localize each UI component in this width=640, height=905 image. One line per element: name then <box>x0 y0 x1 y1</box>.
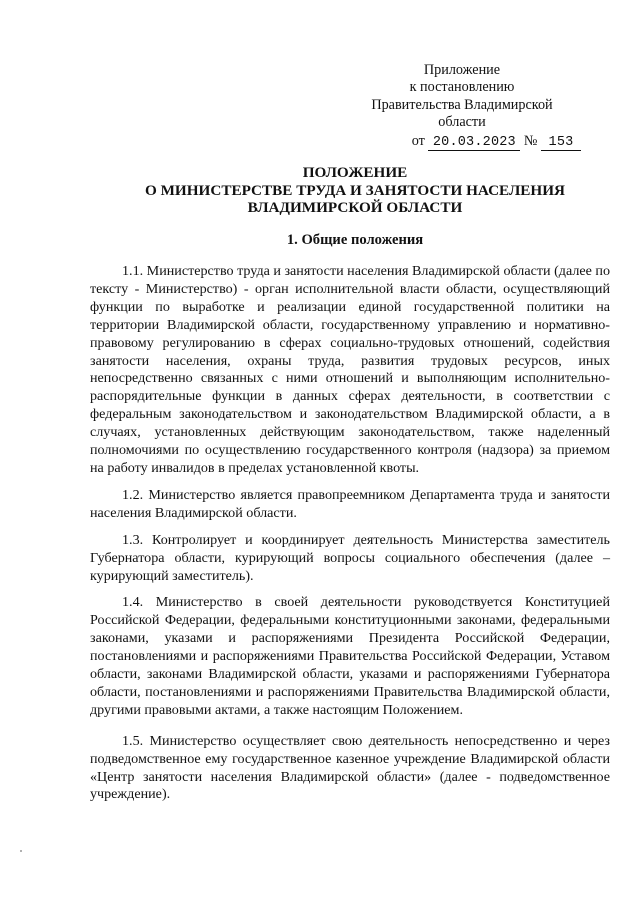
title-line-2: О МИНИСТЕРСТВЕ ТРУДА И ЗАНЯТОСТИ НАСЕЛЕНИЯ <box>144 181 566 199</box>
approval-date: 20.03.2023 <box>428 136 520 151</box>
paragraph-1-3: 1.3. Контролирует и координирует деятельность Министерства заместитель Губернатора области, курирующий вопросы социального обеспечения (далее – курирующий заместитель). <box>90 531 610 584</box>
paragraph-1-5: 1.5. Министерство осуществляет свою деятельность непосредственно и через подведомственное ему государственное казенное учреждение Владимирской области «Центр занятости населения Владимирской области» (далее - подведомственное учреждение). <box>90 732 610 803</box>
date-prefix: от <box>411 132 425 149</box>
paragraph-1-2: 1.2. Министерство является правопреемником Департамента труда и занятости населения Владимирской области. <box>90 486 610 521</box>
section-heading: 1. Общие положения <box>286 232 424 248</box>
title-line-1: ПОЛОЖЕНИЕ <box>302 164 408 181</box>
approval-line-resolution: к постановлению <box>409 79 515 96</box>
title-line-3: ВЛАДИМИРСКОЙ ОБЛАСТИ <box>247 199 463 217</box>
approval-line-government: Правительства Владимирской <box>371 96 553 113</box>
approval-block <box>337 62 587 151</box>
document-title <box>95 164 615 217</box>
scan-artifact <box>20 850 22 852</box>
approval-line-region: области <box>438 114 486 131</box>
approval-date-line <box>337 133 587 151</box>
document-body <box>90 263 610 813</box>
approval-number: 153 <box>541 136 581 151</box>
number-prefix: № <box>523 132 538 149</box>
paragraph-1-1: 1.1. Министерство труда и занятости населения Владимирской области (далее по тексту - Министерство) - орган исполнительной власти области, осуществляющий функции по выработке и реализации единой государственной политики на территории Владимирской области, государственному управлению и нормативно-правовому регулированию в сферах социально-трудовых отношений, содействия занятости населения, охраны труда, развития трудовых ресурсов, иных непосредственно связанных с ними отношений и выполняющим исполнительно-распорядительные функции в данных сферах деятельности, в соответствии с федеральным законодательством и законодательством Владимирской области, а в случаях, установленных действующим законодательством, также наделенный полномочиями по осуществлению государственного контроля (надзора) за приемом на работу инвалидов в пределах установленной квоты. <box>90 263 610 476</box>
approval-line-appendix: Приложение <box>423 62 501 78</box>
paragraph-1-4: 1.4. Министерство в своей деятельности руководствуется Конституцией Российской Федерации, федеральными конституционными законами, федеральными законами, указами и распоряжениями Президента Российской Федерации, постановлениями и распоряжениями Правительства Российской Федерации, Уставом области, законами Владимирской области, указами и распоряжениями Губернатора области, постановлениями и распоряжениями Правительства Владимирской области, другими правовыми актами, а также настоящим Положением. <box>90 594 610 718</box>
